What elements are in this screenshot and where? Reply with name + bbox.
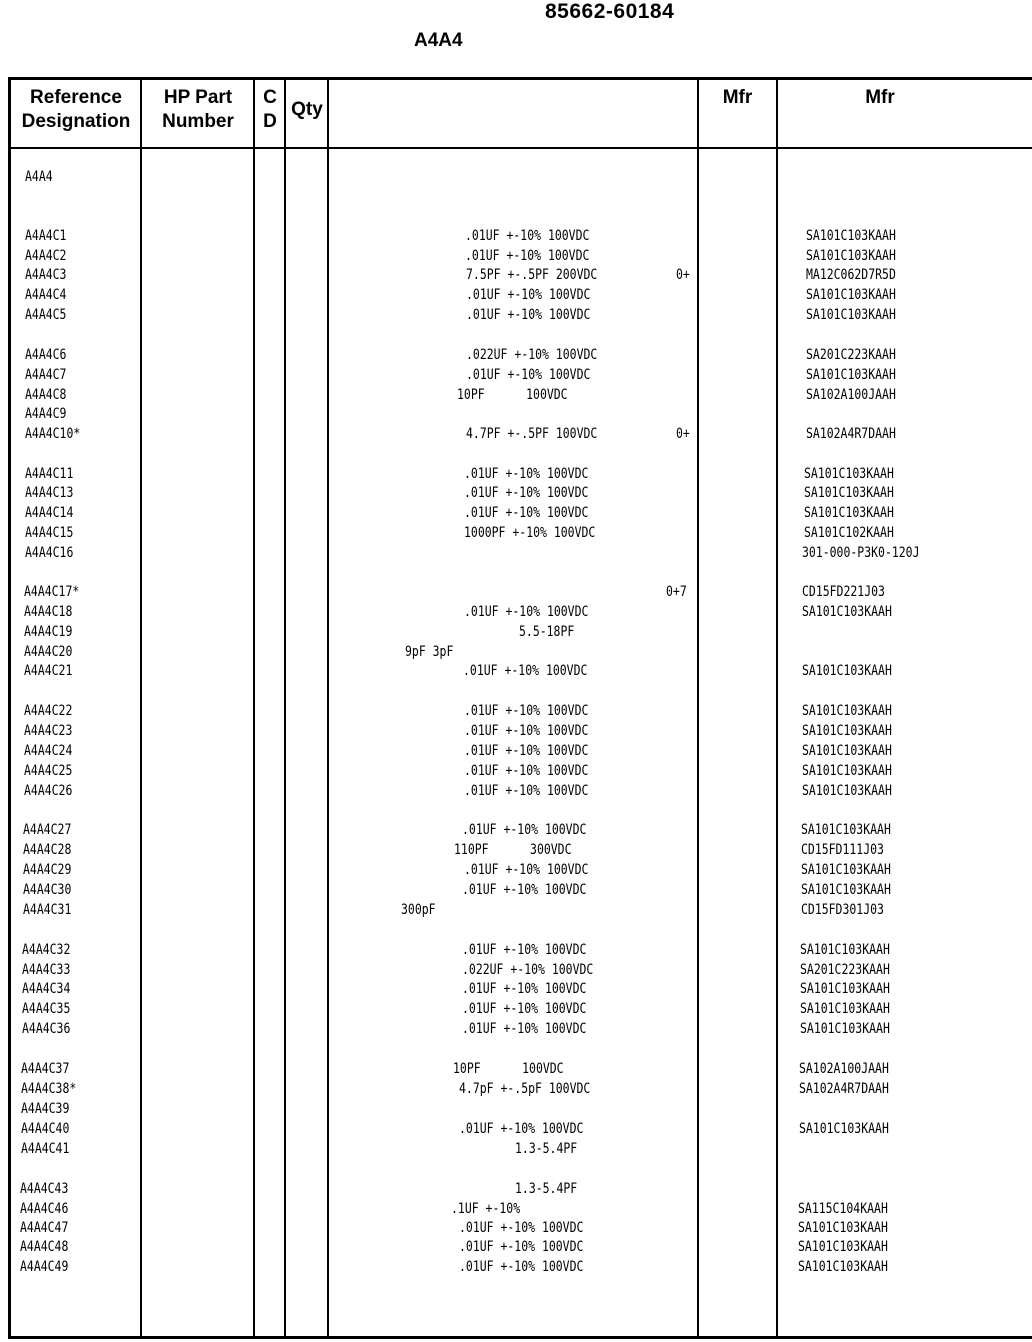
reference-designation-cell: A4A4C37 <box>21 1061 70 1077</box>
mfr-part-number-cell: SA101C103KAAH <box>800 1001 890 1017</box>
description-cell: 10PF 100VDC <box>457 387 568 403</box>
reference-designation-cell: A4A4C18 <box>24 604 73 620</box>
mfr-part-number-cell: CD15FD221J03 <box>802 584 885 600</box>
mfr-part-number-cell: SA101C103KAAH <box>798 1239 888 1255</box>
code-cell: 0+ <box>676 426 690 442</box>
mfr-part-number-cell: SA101C103KAAH <box>806 307 896 323</box>
column-header-qty: Qty <box>291 99 323 120</box>
reference-designation-cell: A4A4C48 <box>20 1239 69 1255</box>
reference-designation-cell: A4A4C46 <box>20 1201 69 1217</box>
column-header-line: Designation <box>21 111 131 132</box>
reference-designation-cell: A4A4C19 <box>24 624 73 640</box>
reference-designation-cell: A4A4C36 <box>22 1021 71 1037</box>
reference-designation-cell: A4A4C1 <box>25 228 67 244</box>
reference-designation-cell: A4A4C11 <box>25 466 74 482</box>
reference-designation-cell: A4A4C22 <box>24 703 73 719</box>
mfr-part-number-cell: SA201C223KAAH <box>800 962 890 978</box>
reference-designation-cell: A4A4C47 <box>20 1220 69 1236</box>
reference-designation-cell: A4A4C49 <box>20 1259 69 1275</box>
mfr-part-number-cell: SA115C104KAAH <box>798 1201 888 1217</box>
reference-designation-cell: A4A4C35 <box>22 1001 71 1017</box>
description-cell: .01UF +-10% 100VDC <box>466 367 591 383</box>
reference-designation-cell: A4A4C21 <box>24 663 73 679</box>
reference-designation-cell: A4A4C6 <box>25 347 67 363</box>
column-divider <box>776 79 778 1337</box>
reference-designation-cell: A4A4C33 <box>22 962 71 978</box>
reference-designation-cell: A4A4C25 <box>24 763 73 779</box>
description-cell: 1.3-5.4PF <box>515 1181 578 1197</box>
table-top-border <box>8 77 1032 80</box>
mfr-part-number-cell: MA12C062D7R5D <box>806 267 896 283</box>
column-divider <box>697 79 699 1337</box>
reference-designation-cell: A4A4C4 <box>25 287 67 303</box>
description-cell: .01UF +-10% 100VDC <box>462 1001 587 1017</box>
description-cell: .01UF +-10% 100VDC <box>466 287 591 303</box>
column-divider <box>253 79 255 1337</box>
description-cell: .01UF +-10% 100VDC <box>465 248 590 264</box>
description-cell: .022UF +-10% 100VDC <box>462 962 594 978</box>
reference-designation-cell: A4A4C29 <box>23 862 72 878</box>
column-header-cd <box>257 86 283 134</box>
mfr-part-number-cell: CD15FD301J03 <box>801 902 884 918</box>
reference-designation-cell: A4A4C8 <box>25 387 67 403</box>
mfr-part-number-cell: SA101C103KAAH <box>801 862 891 878</box>
description-cell: .01UF +-10% 100VDC <box>463 663 588 679</box>
reference-designation-cell: A4A4C34 <box>22 981 71 997</box>
reference-designation-cell: A4A4C30 <box>23 882 72 898</box>
reference-designation-cell: A4A4C13 <box>25 485 74 501</box>
column-divider <box>327 79 329 1337</box>
reference-designation-cell: A4A4C17* <box>24 584 80 600</box>
code-cell: 0+ <box>676 267 690 283</box>
mfr-part-number-cell: SA101C103KAAH <box>800 1021 890 1037</box>
reference-designation-cell: A4A4C41 <box>21 1141 70 1157</box>
description-cell: .01UF +-10% 100VDC <box>459 1239 584 1255</box>
mfr-part-number-cell: 301-000-P3K0-120J <box>802 545 920 561</box>
reference-designation-cell: A4A4C20 <box>24 644 73 660</box>
mfr-part-number-cell: SA101C103KAAH <box>804 485 894 501</box>
reference-designation-cell: A4A4C26 <box>24 783 73 799</box>
column-header-mfr-part-number: Mfr <box>865 87 895 108</box>
reference-designation-cell: A4A4C31 <box>23 902 72 918</box>
mfr-part-number-cell: SA101C103KAAH <box>806 367 896 383</box>
mfr-part-number-cell: SA101C103KAAH <box>798 1259 888 1275</box>
reference-designation-cell: A4A4C27 <box>23 822 72 838</box>
mfr-part-number-cell: SA101C103KAAH <box>802 703 892 719</box>
description-cell: 5.5-18PF <box>519 624 575 640</box>
mfr-part-number-cell: SA101C103KAAH <box>802 763 892 779</box>
mfr-part-number-cell: SA102A100JAAH <box>806 387 896 403</box>
table-left-border <box>8 77 11 1339</box>
description-cell: .01UF +-10% 100VDC <box>462 882 587 898</box>
mfr-part-number-cell: SA101C103KAAH <box>802 723 892 739</box>
description-cell: .01UF +-10% 100VDC <box>464 743 589 759</box>
reference-designation-cell: A4A4C16 <box>25 545 74 561</box>
mfr-part-number-cell: SA101C103KAAH <box>806 228 896 244</box>
table-bottom-border <box>8 1336 1032 1339</box>
mfr-part-number-cell: SA102A4R7DAAH <box>799 1081 889 1097</box>
mfr-part-number-cell: SA102A100JAAH <box>799 1061 889 1077</box>
mfr-part-number-cell: SA101C103KAAH <box>801 882 891 898</box>
header-divider <box>8 147 1032 149</box>
column-header-line: C <box>263 87 277 108</box>
column-header-line: Number <box>162 111 234 132</box>
description-cell: 110PF 300VDC <box>454 842 572 858</box>
mfr-part-number-cell: SA101C102KAAH <box>804 525 894 541</box>
mfr-part-number-cell: SA101C103KAAH <box>804 505 894 521</box>
column-header-hp-part-number <box>144 86 252 134</box>
reference-designation-cell: A4A4C2 <box>25 248 67 264</box>
mfr-part-number-cell: SA101C103KAAH <box>801 822 891 838</box>
description-cell: 7.5PF +-.5PF 200VDC <box>466 267 598 283</box>
reference-designation-cell: A4A4C28 <box>23 842 72 858</box>
description-cell: .01UF +-10% 100VDC <box>459 1259 584 1275</box>
mfr-part-number-cell: SA101C103KAAH <box>802 663 892 679</box>
reference-designation-cell: A4A4C9 <box>25 406 67 422</box>
column-header-line: HP Part <box>163 87 233 108</box>
mfr-part-number-cell: SA101C103KAAH <box>802 604 892 620</box>
reference-designation-cell: A4A4C23 <box>24 723 73 739</box>
description-cell: .01UF +-10% 100VDC <box>466 307 591 323</box>
column-header-line: Reference <box>30 87 122 108</box>
description-cell: .01UF +-10% 100VDC <box>464 783 589 799</box>
column-header-line: D <box>263 111 277 132</box>
description-cell: 4.7pF +-.5pF 100VDC <box>459 1081 591 1097</box>
description-cell: .01UF +-10% 100VDC <box>459 1220 584 1236</box>
mfr-part-number-cell: SA101C103KAAH <box>806 287 896 303</box>
description-cell: .01UF +-10% 100VDC <box>464 862 589 878</box>
reference-designation-cell: A4A4C14 <box>25 505 74 521</box>
description-cell: .01UF +-10% 100VDC <box>464 763 589 779</box>
description-cell: .01UF +-10% 100VDC <box>459 1121 584 1137</box>
reference-designation-cell: A4A4C32 <box>22 942 71 958</box>
description-cell: 1.3-5.4PF <box>515 1141 578 1157</box>
column-header-reference-designation <box>14 86 138 134</box>
reference-designation-cell: A4A4C39 <box>21 1101 70 1117</box>
reference-designation-cell: A4A4C15 <box>25 525 74 541</box>
mfr-part-number-cell: SA101C103KAAH <box>800 942 890 958</box>
description-cell: .01UF +-10% 100VDC <box>464 466 589 482</box>
column-divider <box>140 79 142 1337</box>
reference-designation-cell: A4A4C40 <box>21 1121 70 1137</box>
document-assembly-title: A4A4 <box>414 30 463 51</box>
description-cell: .01UF +-10% 100VDC <box>464 485 589 501</box>
description-cell: .01UF +-10% 100VDC <box>462 981 587 997</box>
mfr-part-number-cell: SA102A4R7DAAH <box>806 426 896 442</box>
mfr-part-number-cell: SA101C103KAAH <box>804 466 894 482</box>
description-cell: 10PF 100VDC <box>453 1061 564 1077</box>
description-cell: 300pF <box>401 902 436 918</box>
description-cell: .01UF +-10% 100VDC <box>464 505 589 521</box>
column-header-mfr-code: Mfr <box>722 87 753 108</box>
mfr-part-number-cell: SA101C103KAAH <box>798 1220 888 1236</box>
description-cell: 4.7PF +-.5PF 100VDC <box>466 426 598 442</box>
column-divider <box>284 79 286 1337</box>
reference-designation-cell: A4A4C3 <box>25 267 67 283</box>
description-cell: .01UF +-10% 100VDC <box>462 942 587 958</box>
description-cell: .1UF +-10% <box>451 1201 521 1217</box>
mfr-part-number-cell: SA101C103KAAH <box>802 783 892 799</box>
code-cell: 0+7 <box>666 584 687 600</box>
reference-designation-cell: A4A4C5 <box>25 307 67 323</box>
document-part-number: 85662-60184 <box>545 0 675 23</box>
reference-designation-cell: A4A4C38* <box>21 1081 77 1097</box>
description-cell: .01UF +-10% 100VDC <box>465 228 590 244</box>
description-cell: .01UF +-10% 100VDC <box>464 703 589 719</box>
description-cell: .01UF +-10% 100VDC <box>462 822 587 838</box>
mfr-part-number-cell: SA101C103KAAH <box>800 981 890 997</box>
mfr-part-number-cell: SA201C223KAAH <box>806 347 896 363</box>
reference-designation-cell: A4A4C24 <box>24 743 73 759</box>
mfr-part-number-cell: SA101C103KAAH <box>802 743 892 759</box>
description-cell: .01UF +-10% 100VDC <box>464 604 589 620</box>
mfr-part-number-cell: CD15FD111J03 <box>801 842 884 858</box>
description-cell: 1000PF +-10% 100VDC <box>464 525 596 541</box>
mfr-part-number-cell: SA101C103KAAH <box>806 248 896 264</box>
description-cell: .022UF +-10% 100VDC <box>466 347 598 363</box>
description-cell: .01UF +-10% 100VDC <box>462 1021 587 1037</box>
reference-designation-cell: A4A4C7 <box>25 367 67 383</box>
reference-designation-cell: A4A4C10* <box>25 426 81 442</box>
reference-designation-cell: A4A4C43 <box>20 1181 69 1197</box>
reference-designation-cell: A4A4 <box>25 169 53 185</box>
description-cell: 9pF 3pF <box>405 644 454 660</box>
mfr-part-number-cell: SA101C103KAAH <box>799 1121 889 1137</box>
description-cell: .01UF +-10% 100VDC <box>464 723 589 739</box>
